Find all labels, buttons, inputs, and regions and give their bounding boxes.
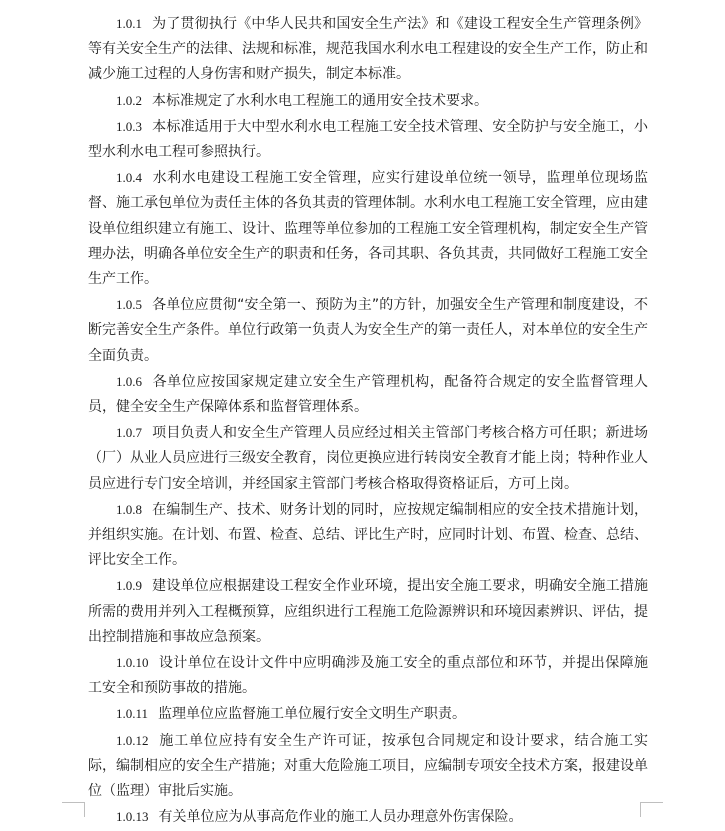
clause-text: 为了贯彻执行《中华人民共和国安全生产法》和《建设工程安全生产管理条例》等有关安全生产的法律、法规和标准，规范我国水利水电工程建设的安全生产工作，防止和减少施工过程的人身伤害和财产损失，制定本标准。 (88, 16, 648, 83)
clause-number: 1.0.8 (116, 501, 142, 517)
clause-number: 1.0.7 (116, 425, 142, 441)
clause-text: 水利水电建设工程施工安全管理，应实行建设单位统一领导，监理单位现场监督、施工承包单位为责任主体的各负其责的管理体制。水利水电工程施工安全管理，应由建设单位组织建立有施工、设计、监理等单位参加的工程施工安全管理机构，制定安全生产管理办法，明确各单位安全生产的职责和任务，各司其职、各负其责，共同做好工程施工安全生产工作。 (88, 170, 648, 288)
clause-1-0-6 (88, 369, 648, 420)
clause-text: 各单位应按国家规定建立安全生产管理机构，配备符合规定的安全监督管理人员，健全安全生产保障体系和监督管理体系。 (88, 373, 648, 416)
clause-number: 1.0.4 (116, 170, 142, 186)
margin-corner-mark-right (640, 802, 663, 817)
clause-1-0-3 (88, 114, 648, 165)
clause-1-0-7 (88, 420, 648, 497)
clause-1-0-9 (88, 573, 648, 650)
clause-text: 本标准规定了水利水电工程施工的通用安全技术要求。 (152, 92, 488, 109)
clause-number: 1.0.11 (116, 706, 149, 722)
clause-number: 1.0.6 (116, 373, 142, 389)
clause-1-0-11 (88, 701, 648, 727)
clause-number: 1.0.10 (116, 655, 149, 671)
clause-number: 1.0.12 (116, 732, 149, 748)
clause-number: 1.0.5 (116, 297, 142, 313)
clause-text: 项目负责人和安全生产管理人员应经过相关主管部门考核合格方可任职；新进场（厂）从业人员应进行三级安全教育，岗位更换应进行转岗安全教育才能上岗；特种作业人员应进行专门安全培训，并经国家主管部门考核合格取得资格证后，方可上岗。 (88, 425, 648, 492)
clause-number: 1.0.1 (116, 16, 142, 31)
clause-1-0-8 (88, 497, 648, 574)
clause-number: 1.0.9 (116, 578, 142, 594)
clause-text: 设计单位在设计文件中应明确涉及施工安全的重点部位和环节，并提出保障施工安全和预防事故的措施。 (88, 655, 648, 697)
clause-text: 在编制生产、技术、财务计划的同时，应按规定编制相应的安全技术措施计划，并组织实施。在计划、布置、检查、总结、评比生产时，应同时计划、布置、检查、总结、评比安全工作。 (88, 501, 648, 569)
clause-number: 1.0.13 (116, 809, 149, 825)
clause-number: 1.0.3 (116, 118, 142, 134)
clause-1-0-10 (88, 650, 648, 701)
clause-text: 建设单位应根据建设工程安全作业环境，提出安全施工要求，明确安全施工措施所需的费用并列入工程概预算，应组织进行工程施工危险源辨识和环境因素辨识、评估，提出控制措施和事故应急预案。 (88, 578, 648, 645)
clause-1-0-13 (88, 804, 648, 830)
clause-1-0-2 (88, 88, 648, 114)
clause-number: 1.0.2 (116, 92, 142, 108)
margin-corner-mark-left (62, 802, 85, 817)
clause-text: 有关单位应为从事高危作业的施工人员办理意外伤害保险。 (158, 809, 523, 826)
clause-1-0-1 (88, 11, 648, 88)
clause-text: 各单位应贯彻“安全第一、预防为主”的方针，加强安全生产管理和制度建设，不断完善安全生产条件。单位行政第一负责人为安全生产的第一责任人，对本单位的安全生产全面负责。 (88, 297, 648, 364)
clause-text: 施工单位应持有安全生产许可证，按承包合同规定和设计要求，结合施工实际，编制相应的安全生产措施；对重大危险施工项目，应编制专项安全技术方案，报建设单位（监理）审批后实施。 (88, 732, 648, 800)
clause-1-0-5 (88, 292, 648, 369)
clause-1-0-12 (88, 728, 648, 805)
clause-text: 本标准适用于大中型水利水电工程施工安全技术管理、安全防护与安全施工，小型水利水电工程可参照执行。 (88, 118, 648, 161)
clause-1-0-4 (88, 165, 648, 292)
document-body (88, 11, 648, 831)
clause-text: 监理单位应监督施工单位履行安全文明生产职责。 (158, 706, 467, 723)
